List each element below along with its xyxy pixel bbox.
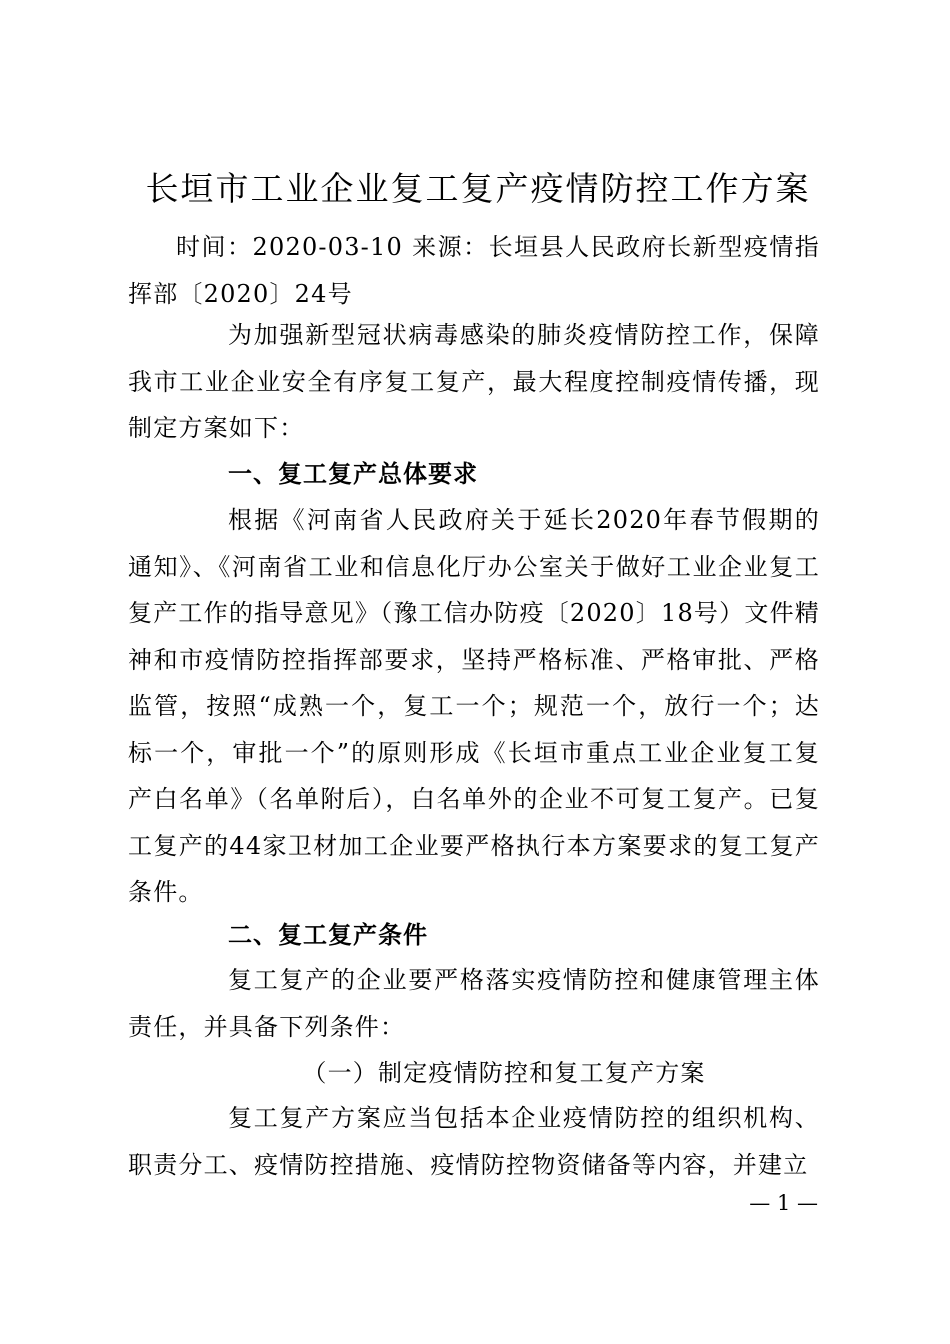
section-2-heading: 二、复工复产条件 (228, 921, 428, 949)
section-1-heading: 一、复工复产总体要求 (228, 460, 478, 488)
intro-paragraph: 为加强新型冠状病毒感染的肺炎疫情防控工作，保障我市工业企业安全有序复工复产，最大程度控制疫情传播，现制定方案如下： (128, 321, 820, 442)
document-meta-line: 时间：2020-03-10 来源：长垣县人民政府长新型疫情指挥部〔2020〕24号 (128, 233, 820, 308)
subsection-1-heading: （一）制定疫情防控和复工复产方案 (302, 1059, 706, 1087)
page-number: — 1 — (749, 1191, 818, 1215)
subsection-1-body: 复工复产方案应当包括本企业疫情防控的组织机构、职责分工、疫情防控措施、疫情防控物资储备等内容，并建立 (128, 1104, 820, 1179)
document-title: 长垣市工业企业复工复产疫情防控工作方案 (145, 169, 811, 208)
section-1-body: 根据《河南省人民政府关于延长2020年春节假期的通知》、《河南省工业和信息化厅办公室关于做好工业企业复工复产工作的指导意见》（豫工信办防疫〔2020〕18号）文件精神和市疫情防控指挥部要求，坚持严格标准、严格审批、严格监管，按照“成熟一个，复工一个；规范一个，放行一个；达标一个，审批一个”的原则形成《长垣市重点工业企业复工复产白名单》（名单附后），白名单外的企业不可复工复产。已复工复产的44家卫材加工企业要严格执行本方案要求的复工复产条件。 (128, 506, 820, 906)
section-2-body: 复工复产的企业要严格落实疫情防控和健康管理主体责任，并具备下列条件： (128, 966, 820, 1041)
